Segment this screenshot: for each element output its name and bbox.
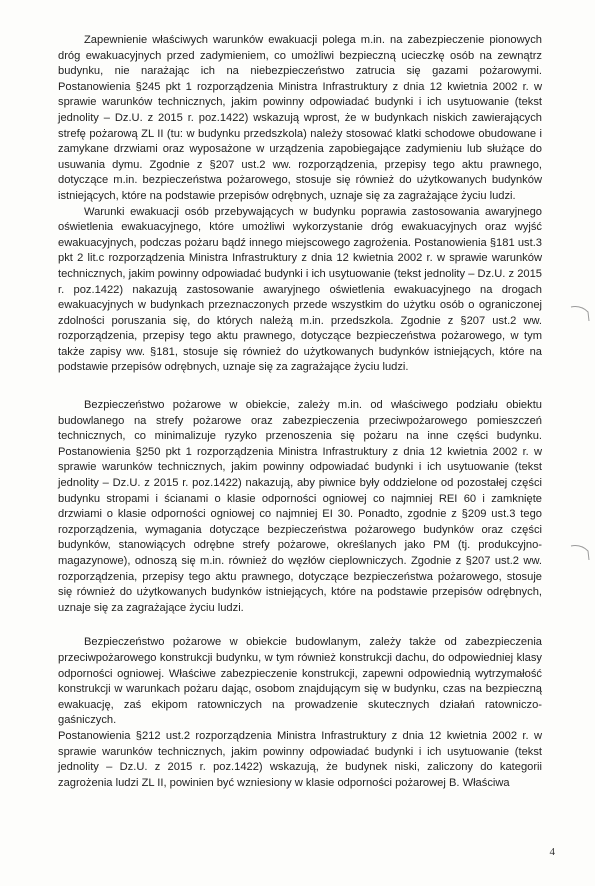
paragraph-fire-resistance-class: Postanowienia §212 ust.2 rozporządzenia Ministra Infrastruktury z dnia 12 kwietnia 2002 r. w sprawie warunków technicznych, jakim powinny odpowiadać budynki i ich usytuowanie (tekst jednolity – Dz.U. z 2015 r. poz.1422) wskazują, że budynek niski, zaliczony do kategorii zagrożenia ludzi ZL II, powinien być wzniesiony w klasie odporności pożarowej B. Właściwa bbox=[58, 729, 542, 789]
margin-pencil-mark-icon bbox=[569, 303, 591, 323]
paragraph-emergency-lighting: Warunki ewakuacji osób przebywających w budynku poprawia zastosowania awaryjnego oświetlenia ewakuacyjnego, które umożliwi wykorzystanie dróg ewakuacyjnych oraz wyjść ewakuacyjnych, podczas pożaru bądź innego miejscowego zagrożenia. Postanowienia §181 ust.3 pkt 2 lit.c rozporządzenia Ministra Infrastruktury z dnia 12 kwietnia 2002 r. w sprawie warunków technicznych, jakim powinny odpowiadać budynki i ich usytuowanie (tekst jednolity – Dz.U. z 2015 r. poz.1422) nakazują zastosowanie awaryjnego oświetlenia ewakuacyjnego na drogach ewakuacyjnych w budynkach przeznaczonych przede wszystkim do użytku osób o ograniczonej zdolności poruszania się, do których należą m.in. przedszkola. Zgodnie z §207 ust.2 ww. rozporządzenia, przepisy tego aktu prawnego, dotyczące bezpieczeństwa pożarowego, w tym także zapisy ww. §181, stosuje się również do użytkowanych budynków istniejących, które na podstawie przepisów odrębnych, uznaje się za zagrażające życiu ludzi. bbox=[58, 205, 542, 374]
page-number: 4 bbox=[549, 846, 555, 858]
paragraph-gap bbox=[58, 376, 542, 398]
paragraph-evacuation-conditions: Zapewnienie właściwych warunków ewakuacji polega m.in. na zabezpieczenie pionowych dróg ewakuacyjnych przed zadymieniem, co umożliwi bezpieczną ucieczkę osób na zewnątrz budynku, nie narażając ich na niebezpieczeństwo zatrucia się gazami pożarowymi. Postanowienia §245 pkt 1 rozporządzenia Ministra Infrastruktury z dnia 12 kwietnia 2002 r. w sprawie warunków technicznych, jakim powinny odpowiadać budynki i ich usytuowanie (tekst jednolity – Dz.U. z 2015 r. poz.1422) wskazują wprost, że w budynkach niskich zawierających strefę pożarową ZL II (tu: w budynku przedszkola) należy stosować klatki schodowe obudowane i zamykane drzwiami oraz wyposażone w urządzenia zapobiegające zadymieniu lub służące do usuwania dymu. Zgodnie z §207 ust.2 ww. rozporządzenia, przepisy tego aktu prawnego, dotyczące m.in. bezpieczeństwa pożarowego, stosuje się również do użytkowanych budynków istniejących, które na podstawie przepisów odrębnych, uznaje się za zagrażające życiu ludzi. bbox=[58, 34, 542, 202]
paragraph-structure-protection: Bezpieczeństwo pożarowe w obiekcie budowlanym, zależy także od zabezpieczenia przeciwpożarowego konstrukcji budynku, w tym również konstrukcji dachu, do odpowiedniej klasy odporności ogniowej. Właściwe zabezpieczenie konstrukcji, zapewni odpowiednią wytrzymałość konstrukcji w warunkach pożaru dając, osobom znajdującym się w budynku, czas na bezpieczną ewakuację, zaś ekipom ratowniczych na prowadzenie skutecznych działań ratowniczo-gaśniczych. bbox=[58, 636, 542, 727]
paragraph-gap bbox=[58, 616, 542, 635]
paragraph-fire-zones: Bezpieczeństwo pożarowe w obiekcie, zależy m.in. od właściwego podziału obiektu budowlanego na strefy pożarowe oraz zabezpieczenia przeciwpożarowego pomieszczeń technicznych, co minimalizuje ryzyko przenoszenia się pożaru na inne części budynku. Postanowienia §250 pkt 1 rozporządzenia Ministra Infrastruktury z dnia 12 kwietnia 2002 r. w sprawie warunków technicznych, jakim powinny odpowiadać budynki i ich usytuowanie (tekst jednolity – Dz.U. z 2015 r. poz.1422) nakazują, aby piwnice były oddzielone od pozostałej części budynku stropami i ścianami o klasie odporności ogniowej co najmniej REI 60 i zamknięte drzwiami o klasie odporności ogniowej co najmniej EI 30. Ponadto, zgodnie z §209 ust.3 tego rozporządzenia, wymagania dotyczące bezpieczeństwa pożarowego budynków oraz części budynków, stanowiących odrębne strefy pożarowe, określanych jako PM (tj. produkcyjno-magazynowe), odnoszą się m.in. również do węzłów cieplowniczych. Zgodnie z §207 ust.2 ww. rozporządzenia, przepisy tego aktu prawnego, dotyczące bezpieczeństwa pożarowego, stosuje się również do użytkowanych budynków istniejących, które na podstawie przepisów odrębnych, uznaje się za zagrażające życiu ludzi. bbox=[58, 399, 542, 614]
margin-pencil-mark-icon bbox=[569, 542, 591, 562]
document-page bbox=[58, 33, 542, 791]
